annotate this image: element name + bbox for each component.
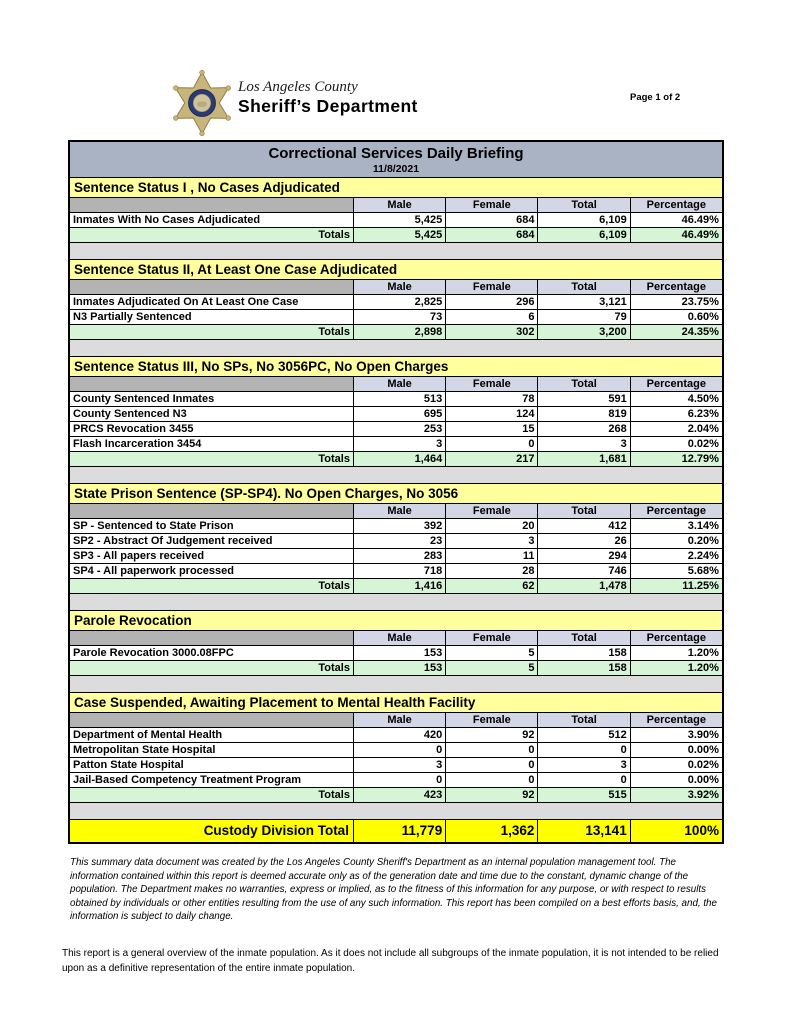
cell-female: 20 — [445, 519, 537, 533]
cell-male: 392 — [353, 519, 445, 533]
report-section — [70, 611, 722, 676]
cell-percentage: 23.75% — [630, 295, 722, 309]
column-header-row — [70, 198, 722, 213]
column-header-total: Total — [537, 504, 629, 518]
section-gap — [70, 594, 722, 611]
column-header-female: Female — [445, 377, 537, 391]
table-row — [70, 392, 722, 407]
cell-male: 5,425 — [353, 213, 445, 227]
totals-percentage: 24.35% — [630, 325, 722, 339]
totals-male: 1,416 — [353, 579, 445, 593]
grand-total-male: 11,779 — [353, 820, 445, 842]
cell-percentage: 2.04% — [630, 422, 722, 436]
cell-male: 283 — [353, 549, 445, 563]
cell-total: 3 — [537, 437, 629, 451]
page-number: Page 1 of 2 — [630, 92, 681, 103]
column-header-percentage: Percentage — [630, 631, 722, 645]
totals-total: 158 — [537, 661, 629, 675]
cell-female: 3 — [445, 534, 537, 548]
cell-male: 0 — [353, 743, 445, 757]
section-gap — [70, 467, 722, 484]
section-rows — [70, 392, 722, 452]
column-header-female: Female — [445, 713, 537, 727]
grand-total-label: Custody Division Total — [70, 820, 353, 842]
row-label: SP - Sentenced to State Prison — [73, 520, 234, 532]
section-gap — [70, 243, 722, 260]
row-label: Metropolitan State Hospital — [73, 744, 216, 756]
cell-percentage: 1.20% — [630, 646, 722, 660]
cell-female: 124 — [445, 407, 537, 421]
cell-male: 2,825 — [353, 295, 445, 309]
totals-female: 217 — [445, 452, 537, 466]
row-label: PRCS Revocation 3455 — [73, 423, 194, 435]
table-row — [70, 758, 722, 773]
column-header-male: Male — [353, 631, 445, 645]
cell-percentage: 6.23% — [630, 407, 722, 421]
column-header-male: Male — [353, 198, 445, 212]
section-totals-row — [70, 788, 722, 803]
section-totals-row — [70, 228, 722, 243]
cell-female: 28 — [445, 564, 537, 578]
cell-total: 6,109 — [537, 213, 629, 227]
totals-percentage: 1.20% — [630, 661, 722, 675]
section-gap — [70, 803, 722, 820]
section-gap — [70, 676, 722, 693]
section-title: Sentence Status II, At Least One Case Adjudicated — [70, 260, 722, 280]
cell-percentage: 3.90% — [630, 728, 722, 742]
section-rows — [70, 519, 722, 579]
county-name: Los Angeles County — [238, 79, 358, 95]
row-label: Jail-Based Competency Treatment Program — [73, 774, 302, 786]
totals-label: Totals — [70, 579, 353, 593]
cell-female: 5 — [445, 646, 537, 660]
column-header-male: Male — [353, 280, 445, 294]
section-totals-row — [70, 452, 722, 467]
report-section — [70, 693, 722, 803]
cell-female: 15 — [445, 422, 537, 436]
section-totals-row — [70, 661, 722, 676]
column-header-row — [70, 504, 722, 519]
footer-text: This report is a general overview of the inmate population. As it does not include all subgroups of the inmate population, it is not intended to be relied upon as a definitive representation of the entire inmate population. — [62, 948, 719, 974]
department-name: Sheriff’s Department — [238, 95, 418, 116]
totals-male: 423 — [353, 788, 445, 802]
column-header-row — [70, 377, 722, 392]
cell-total: 0 — [537, 773, 629, 787]
table-row — [70, 310, 722, 325]
column-header-percentage: Percentage — [630, 280, 722, 294]
row-label: County Sentenced Inmates — [73, 393, 215, 405]
column-header-percentage: Percentage — [630, 504, 722, 518]
cell-female: 78 — [445, 392, 537, 406]
cell-male: 420 — [353, 728, 445, 742]
table-row — [70, 295, 722, 310]
cell-male: 513 — [353, 392, 445, 406]
totals-total: 1,681 — [537, 452, 629, 466]
table-row — [70, 743, 722, 758]
cell-total: 591 — [537, 392, 629, 406]
column-header-spacer — [70, 280, 353, 294]
grand-total-total: 13,141 — [537, 820, 629, 842]
section-title: Sentence Status III, No SPs, No 3056PC, No Open Charges — [70, 357, 722, 377]
totals-total: 1,478 — [537, 579, 629, 593]
totals-female: 302 — [445, 325, 537, 339]
column-header-spacer — [70, 504, 353, 518]
row-label: Inmates With No Cases Adjudicated — [73, 214, 261, 226]
cell-total: 26 — [537, 534, 629, 548]
totals-male: 5,425 — [353, 228, 445, 242]
totals-percentage: 11.25% — [630, 579, 722, 593]
section-title: Case Suspended, Awaiting Placement to Mental Health Facility — [70, 693, 722, 713]
column-header-spacer — [70, 713, 353, 727]
section-gap — [70, 340, 722, 357]
cell-total: 512 — [537, 728, 629, 742]
cell-total: 158 — [537, 646, 629, 660]
totals-percentage: 3.92% — [630, 788, 722, 802]
totals-label: Totals — [70, 788, 353, 802]
totals-percentage: 46.49% — [630, 228, 722, 242]
table-row — [70, 773, 722, 788]
column-header-row — [70, 280, 722, 295]
cell-percentage: 2.24% — [630, 549, 722, 563]
section-totals-row — [70, 579, 722, 594]
table-row — [70, 519, 722, 534]
section-rows — [70, 295, 722, 325]
sheriff-star-icon — [170, 68, 234, 138]
cell-male: 23 — [353, 534, 445, 548]
report-title-bar — [70, 142, 722, 178]
cell-female: 11 — [445, 549, 537, 563]
totals-total: 515 — [537, 788, 629, 802]
totals-male: 2,898 — [353, 325, 445, 339]
column-header-row — [70, 713, 722, 728]
column-header-male: Male — [353, 504, 445, 518]
cell-male: 0 — [353, 773, 445, 787]
cell-male: 695 — [353, 407, 445, 421]
cell-percentage: 0.02% — [630, 758, 722, 772]
header-logo-text — [238, 80, 418, 115]
row-label: Parole Revocation 3000.08FPC — [73, 647, 234, 659]
cell-percentage: 5.68% — [630, 564, 722, 578]
totals-label: Totals — [70, 228, 353, 242]
row-label: Department of Mental Health — [73, 729, 223, 741]
cell-percentage: 0.20% — [630, 534, 722, 548]
totals-female: 62 — [445, 579, 537, 593]
row-label: N3 Partially Sentenced — [73, 311, 192, 323]
column-header-total: Total — [537, 280, 629, 294]
table-row — [70, 646, 722, 661]
totals-female: 92 — [445, 788, 537, 802]
cell-male: 253 — [353, 422, 445, 436]
cell-total: 79 — [537, 310, 629, 324]
cell-total: 412 — [537, 519, 629, 533]
totals-total: 6,109 — [537, 228, 629, 242]
totals-label: Totals — [70, 452, 353, 466]
cell-female: 0 — [445, 773, 537, 787]
table-row — [70, 407, 722, 422]
row-label: Patton State Hospital — [73, 759, 184, 771]
section-title: Parole Revocation — [70, 611, 722, 631]
cell-male: 73 — [353, 310, 445, 324]
cell-percentage: 3.14% — [630, 519, 722, 533]
totals-female: 684 — [445, 228, 537, 242]
table-row — [70, 213, 722, 228]
row-label: SP4 - All paperwork processed — [73, 565, 234, 577]
cell-percentage: 0.60% — [630, 310, 722, 324]
cell-female: 0 — [445, 758, 537, 772]
table-row — [70, 728, 722, 743]
cell-female: 684 — [445, 213, 537, 227]
cell-total: 3 — [537, 758, 629, 772]
section-title: State Prison Sentence (SP-SP4). No Open Charges, No 3056 — [70, 484, 722, 504]
cell-female: 6 — [445, 310, 537, 324]
column-header-male: Male — [353, 713, 445, 727]
cell-female: 296 — [445, 295, 537, 309]
cell-percentage: 0.02% — [630, 437, 722, 451]
cell-male: 153 — [353, 646, 445, 660]
report-date: 11/8/2021 — [372, 163, 420, 175]
report-title: Correctional Services Daily Briefing — [268, 145, 524, 162]
cell-percentage: 0.00% — [630, 743, 722, 757]
report-section — [70, 260, 722, 340]
cell-female: 0 — [445, 437, 537, 451]
table-row — [70, 437, 722, 452]
cell-total: 294 — [537, 549, 629, 563]
cell-percentage: 0.00% — [630, 773, 722, 787]
column-header-percentage: Percentage — [630, 713, 722, 727]
table-row — [70, 564, 722, 579]
section-rows — [70, 728, 722, 788]
cell-male: 718 — [353, 564, 445, 578]
column-header-total: Total — [537, 198, 629, 212]
cell-male: 3 — [353, 437, 445, 451]
row-label: SP3 - All papers received — [73, 550, 205, 562]
column-header-percentage: Percentage — [630, 198, 722, 212]
column-header-male: Male — [353, 377, 445, 391]
totals-male: 1,464 — [353, 452, 445, 466]
table-row — [70, 422, 722, 437]
section-title: Sentence Status I , No Cases Adjudicated — [70, 178, 722, 198]
column-header-spacer — [70, 198, 353, 212]
daily-briefing-report — [68, 140, 724, 844]
column-header-female: Female — [445, 504, 537, 518]
totals-total: 3,200 — [537, 325, 629, 339]
section-rows — [70, 646, 722, 661]
totals-male: 153 — [353, 661, 445, 675]
report-section — [70, 357, 722, 467]
row-label: Inmates Adjudicated On At Least One Case — [73, 296, 299, 308]
report-sections — [70, 178, 722, 820]
cell-percentage: 4.50% — [630, 392, 722, 406]
report-section — [70, 484, 722, 594]
totals-label: Totals — [70, 325, 353, 339]
disclaimer-text: This summary data document was created by the Los Angeles County Sheriff's Department as an internal population management tool. The information contained within this report is deemed accurate only as of the generation date and time due to the constant, dynamic change of the population. The Department makes no warranties, express or implied, as to the fitness of this information for any purpose, or with respect to results obtained by individuals or other entities resulting from the use of any such information. This report has been compiled on a best efforts basis, and, the information is subject to daily change. — [70, 857, 717, 922]
grand-total-percentage: 100% — [630, 820, 722, 842]
cell-total: 3,121 — [537, 295, 629, 309]
column-header-female: Female — [445, 631, 537, 645]
cell-total: 268 — [537, 422, 629, 436]
cell-female: 0 — [445, 743, 537, 757]
section-totals-row — [70, 325, 722, 340]
report-section — [70, 178, 722, 243]
grand-total-female: 1,362 — [445, 820, 537, 842]
table-row — [70, 534, 722, 549]
cell-male: 3 — [353, 758, 445, 772]
column-header-row — [70, 631, 722, 646]
column-header-total: Total — [537, 713, 629, 727]
cell-total: 819 — [537, 407, 629, 421]
cell-total: 746 — [537, 564, 629, 578]
table-row — [70, 549, 722, 564]
grand-total-row — [70, 820, 722, 842]
cell-female: 92 — [445, 728, 537, 742]
column-header-total: Total — [537, 377, 629, 391]
column-header-female: Female — [445, 198, 537, 212]
column-header-spacer — [70, 377, 353, 391]
column-header-percentage: Percentage — [630, 377, 722, 391]
cell-percentage: 46.49% — [630, 213, 722, 227]
row-label: Flash Incarceration 3454 — [73, 438, 202, 450]
cell-total: 0 — [537, 743, 629, 757]
column-header-female: Female — [445, 280, 537, 294]
row-label: SP2 - Abstract Of Judgement received — [73, 535, 273, 547]
column-header-total: Total — [537, 631, 629, 645]
section-rows — [70, 213, 722, 228]
totals-female: 5 — [445, 661, 537, 675]
totals-label: Totals — [70, 661, 353, 675]
totals-percentage: 12.79% — [630, 452, 722, 466]
row-label: County Sentenced N3 — [73, 408, 187, 420]
column-header-spacer — [70, 631, 353, 645]
